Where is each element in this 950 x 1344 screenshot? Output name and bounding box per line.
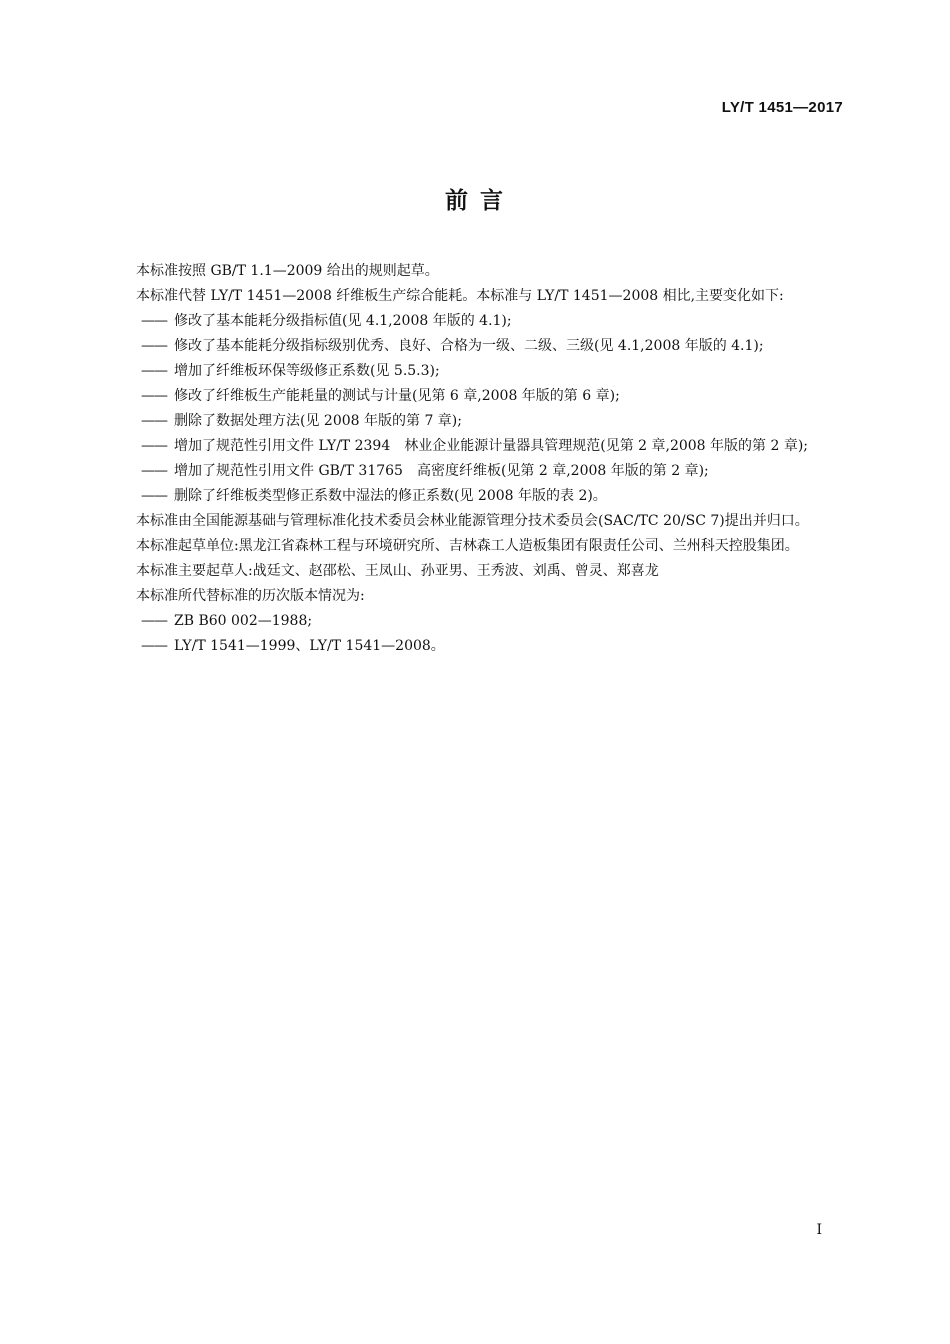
dash-marker: —— (141, 313, 167, 329)
list-item-text: 增加了规范性引用文件 GB/T 31765 高密度纤维板(见第 2 章,2008 年版的第 2 章); (174, 463, 709, 479)
dash-marker: —— (141, 338, 167, 354)
list-item (108, 384, 843, 409)
dash-marker: —— (141, 638, 167, 654)
list-item (108, 359, 843, 384)
list-item-text: 删除了纤维板类型修正系数中湿法的修正系数(见 2008 年版的表 2)。 (174, 488, 607, 504)
list-item (108, 634, 843, 659)
list-item (108, 459, 843, 484)
paragraph-drafting-rules: 本标准按照 GB/T 1.1—2009 给出的规则起草。 (136, 263, 439, 279)
list-item (108, 334, 843, 359)
dash-marker: —— (141, 463, 167, 479)
paragraph-drafters: 本标准主要起草人:战廷文、赵邵松、王凤山、孙亚男、王秀波、刘禹、曾灵、郑喜龙 (136, 563, 659, 579)
list-item-text: 修改了基本能耗分级指标级别优秀、良好、合格为一级、二级、三级(见 4.1,2008 年版的 4.1); (174, 338, 764, 354)
list-item-text: ZB B60 002—1988; (174, 613, 313, 629)
list-item (108, 484, 843, 509)
dash-marker: —— (141, 388, 167, 404)
dash-marker: —— (141, 438, 167, 454)
list-item-text: LY/T 1541—1999、LY/T 1541—2008。 (174, 638, 445, 654)
dash-marker: —— (141, 363, 167, 379)
paragraph-history-intro: 本标准所代替标准的历次版本情况为: (136, 588, 365, 604)
list-item-text: 删除了数据处理方法(见 2008 年版的第 7 章); (174, 413, 462, 429)
foreword-body (108, 259, 843, 659)
list-item (108, 434, 843, 459)
list-item-text: 修改了纤维板生产能耗量的测试与计量(见第 6 章,2008 年版的第 6 章); (174, 388, 620, 404)
dash-marker: —— (141, 613, 167, 629)
dash-marker: —— (141, 413, 167, 429)
list-item-text: 修改了基本能耗分级指标值(见 4.1,2008 年版的 4.1); (174, 313, 512, 329)
page-number: I (816, 1222, 822, 1238)
list-item (108, 409, 843, 434)
paragraph-drafting-units: 本标准起草单位:黑龙江省森林工程与环境研究所、吉林森工人造板集团有限责任公司、兰州科天控股集团。 (136, 538, 799, 554)
list-item (108, 309, 843, 334)
dash-marker: —— (141, 488, 167, 504)
list-item-text: 增加了纤维板环保等级修正系数(见 5.5.3); (174, 363, 440, 379)
list-item (108, 609, 843, 634)
list-item-text: 增加了规范性引用文件 LY/T 2394 林业企业能源计量器具管理规范(见第 2 章,2008 年版的第 2 章); (174, 438, 809, 454)
paragraph-proposer: 本标准由全国能源基础与管理标准化技术委员会林业能源管理分技术委员会(SAC/TC 20/SC 7)提出并归口。 (136, 513, 809, 529)
page-title: 前 言 (444, 188, 505, 214)
standard-code: LY/T 1451—2017 (721, 99, 843, 116)
paragraph-replaces: 本标准代替 LY/T 1451—2008 纤维板生产综合能耗。本标准与 LY/T 1451—2008 相比,主要变化如下: (136, 288, 784, 304)
